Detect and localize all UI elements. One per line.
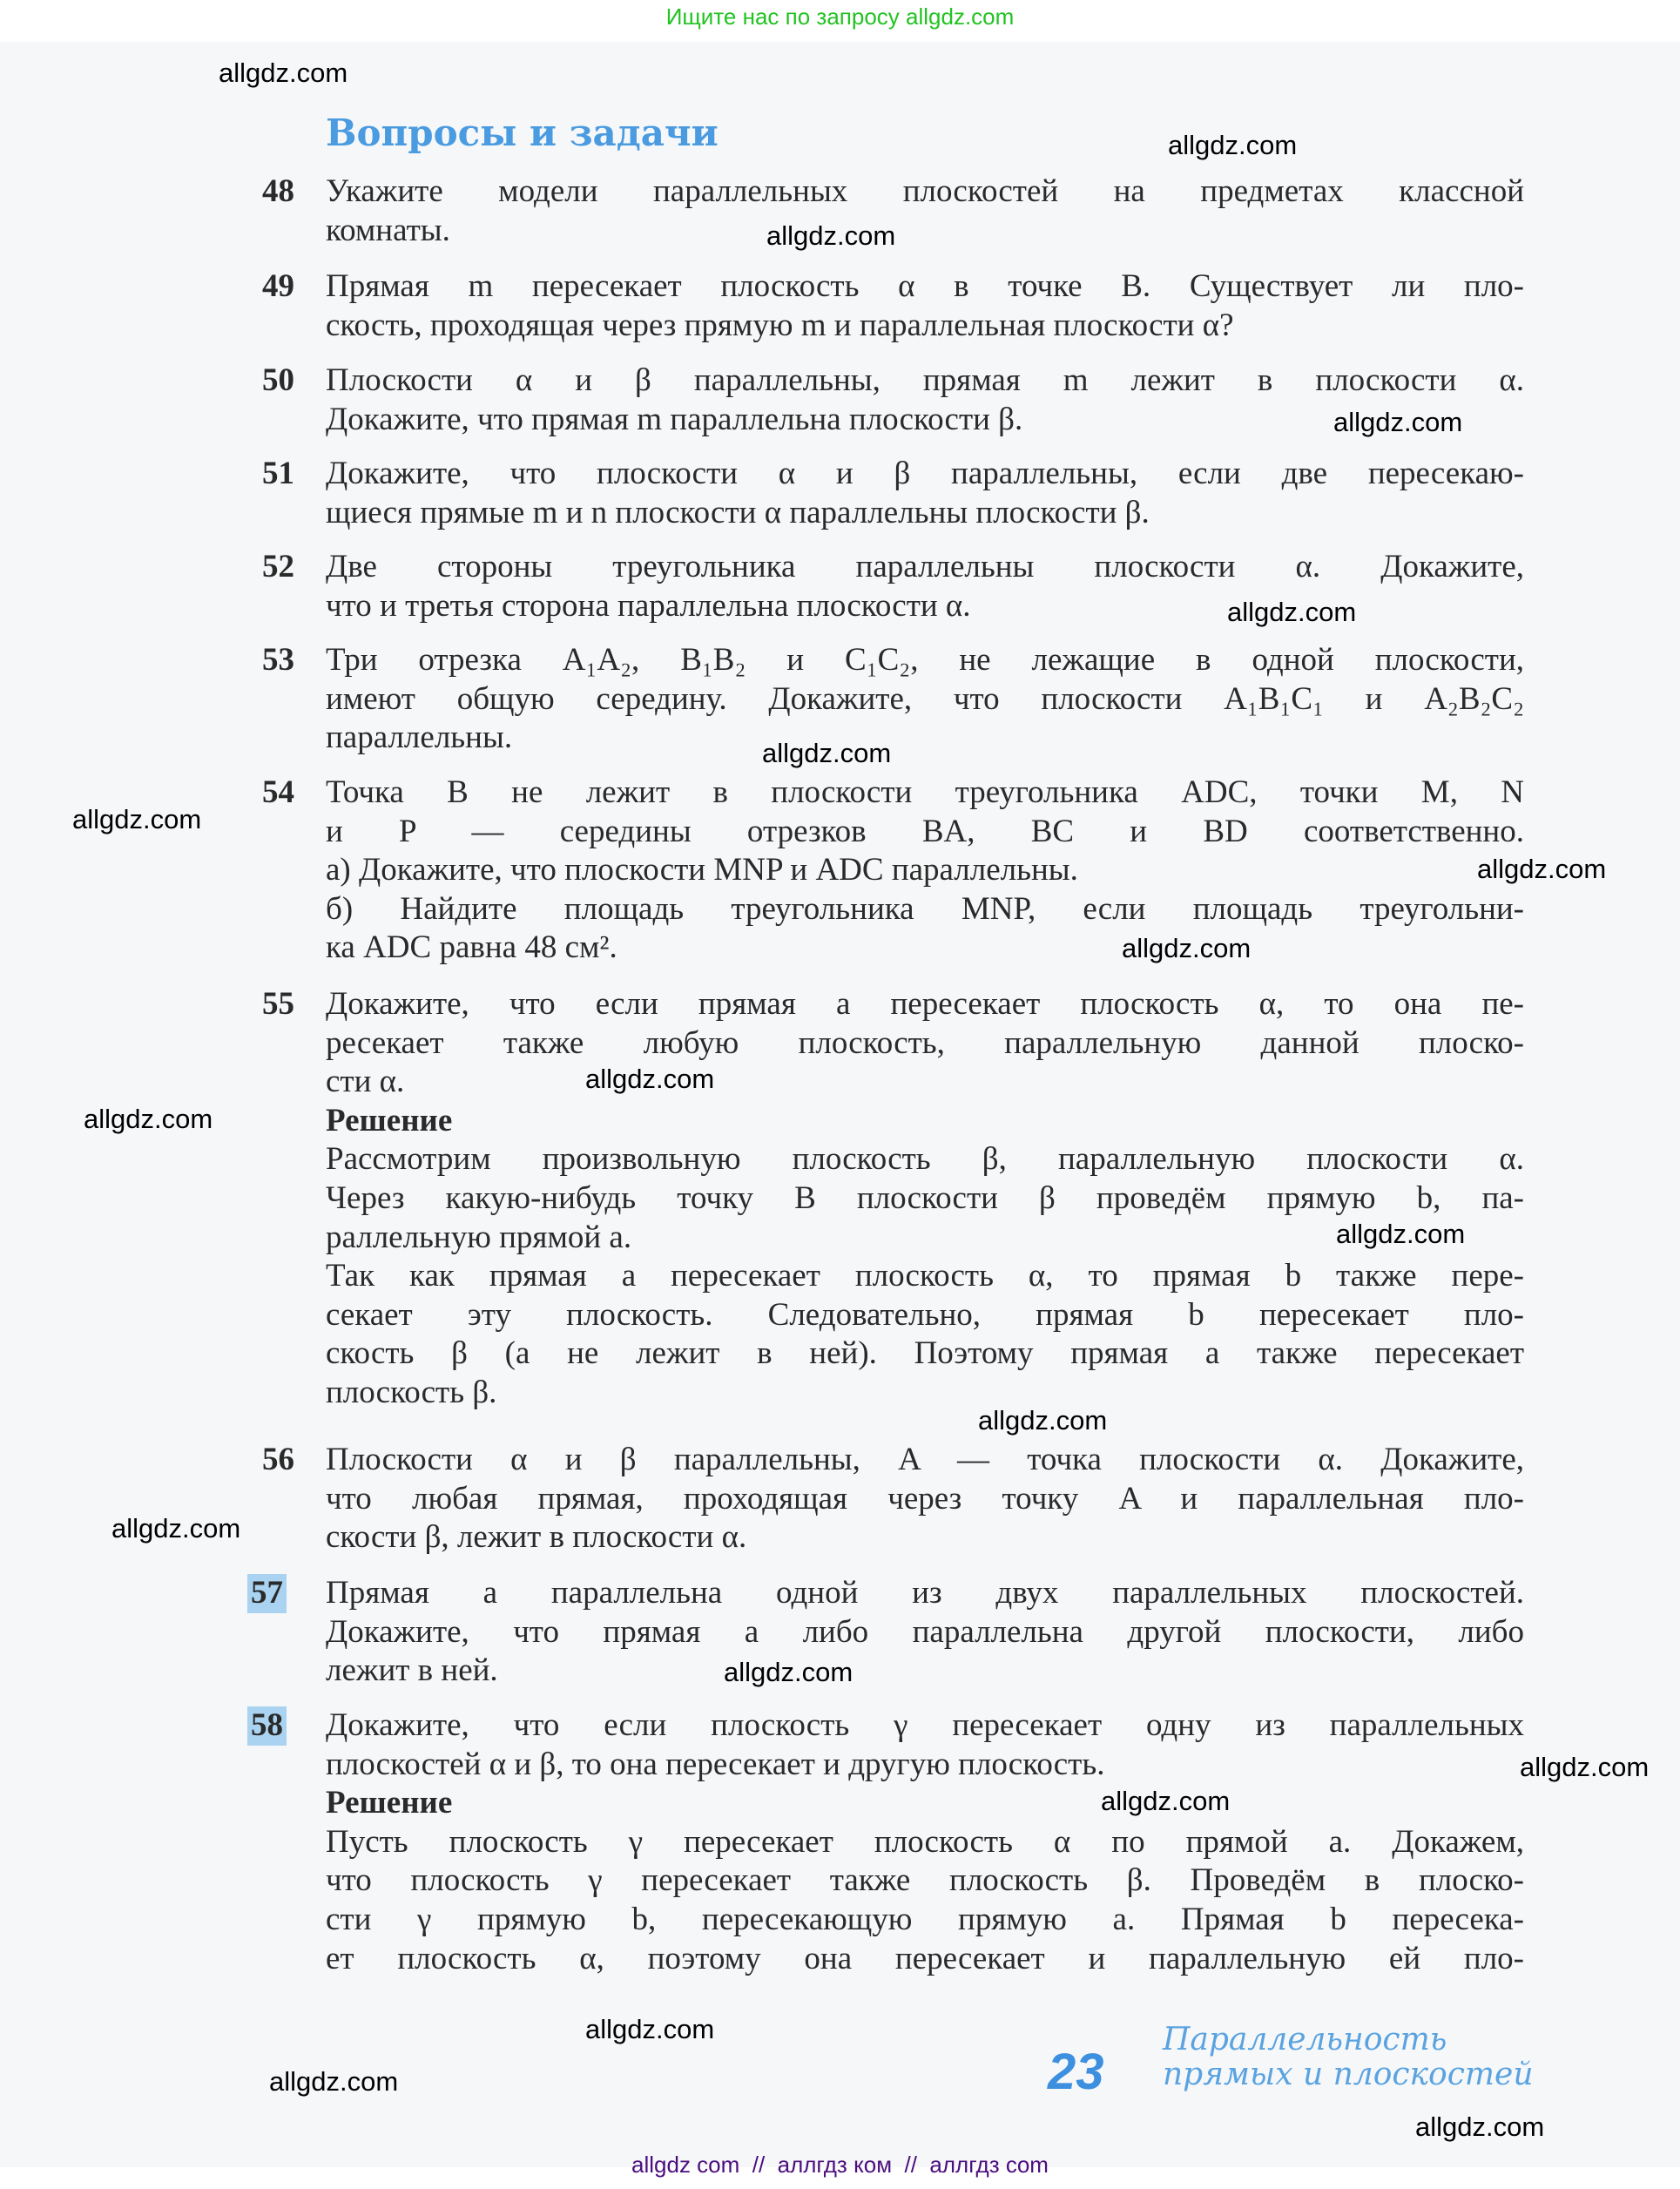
text-line: и P — середины отрезков BA, BC и BD соответственно. [326,813,1524,849]
text-line: что плоскость γ пересекает также плоскость β. Проведём в плоско- [326,1862,1524,1899]
text-line: комнаты. [326,212,450,248]
problem-number: 57 [247,1574,287,1613]
solution-label: Решение [326,1785,453,1821]
problem-number: 49 [262,268,294,304]
problem-number: 58 [247,1706,287,1746]
watermark: allgdz.com [1168,130,1298,160]
text-line: скости β, лежит в плоскости α. [326,1519,747,1556]
text-line: Докажите, что если прямая a пересекает плоскость α, то она пе- [326,986,1524,1022]
watermark: allgdz.com [724,1657,853,1687]
watermark: allgdz.com [1227,597,1357,627]
text-line: сти α. [326,1064,405,1100]
bottom-banner[interactable]: allgdz com // аллгдз ком // аллгдз com [631,2152,1049,2178]
text-line: Три отрезка A₁A₂, B₁B₂ и C₁C₂, не лежащие в одной плоскости, [326,642,1524,678]
problem-54 [244,774,1524,968]
problem-58 [244,1706,1524,1978]
problem-number: 48 [262,173,294,209]
watermark: allgdz.com [1477,854,1607,884]
text-line: Докажите, что плоскости α и β параллельны, если две пересекаю- [326,456,1524,491]
problem-55 [244,985,1524,1413]
text-line: плоскостей α и β, то она пересекает и другую плоскость. [326,1746,1105,1782]
watermark: allgdz.com [1333,407,1463,437]
chapter-title-line1: Параллельность [1163,2022,1447,2057]
text-line: Так как прямая a пересекает плоскость α, то прямая b также пере- [326,1258,1524,1294]
watermark: allgdz.com [762,738,892,768]
text-line: Плоскости α и β параллельны, A — точка плоскости α. Докажите, [326,1442,1524,1477]
watermark: allgdz.com [1336,1219,1466,1249]
text-line: а) Докажите, что плоскости MNP и ADC параллельны. [326,852,1078,888]
watermark: allgdz.com [1101,1786,1231,1816]
watermark: allgdz.com [978,1405,1108,1436]
text-line: что любая прямая, проходящая через точку A и параллельная пло- [326,1480,1524,1517]
watermark: allgdz.com [585,2014,715,2044]
text-line: раллельную прямой a. [326,1219,632,1255]
text-line: сти γ прямую b, пересекающую прямую a. Прямая b пересека- [326,1901,1524,1937]
text-line: Две стороны треугольника параллельны плоскости α. Докажите, [326,549,1524,584]
text-line: Докажите, что прямая a либо параллельна другой плоскости, либо [326,1613,1524,1650]
solution-label: Решение [326,1102,453,1138]
text-line: Рассмотрим произвольную плоскость β, параллельную плоскости α. [326,1141,1524,1178]
watermark: allgdz.com [72,804,202,834]
text-line: Прямая m пересекает плоскость α в точке B. Существует ли пло- [326,268,1524,304]
text-line: Докажите, что прямая m параллельна плоскости β. [326,401,1023,437]
text-line: ет плоскость α, поэтому она пересекает и параллельную ей пло- [326,1940,1524,1976]
chapter-title-line2: прямых и плоскостей [1163,2057,1534,2092]
text-line: скость β (а не лежит в ней). Поэтому прямая a также пересекает [326,1335,1524,1372]
watermark: allgdz.com [585,1064,715,1094]
problem-56 [244,1441,1524,1557]
problem-number: 54 [262,774,294,810]
problem-number: 51 [262,456,294,491]
text-line: ресекает также любую плоскость, параллельную данной плоско- [326,1024,1524,1061]
watermark: allgdz.com [1415,2111,1545,2142]
problem-number: 50 [262,362,294,398]
chapter-title [1163,2023,1534,2092]
top-banner[interactable]: Ищите нас по запросу allgdz.com [665,3,1015,30]
text-line: плоскость β. [326,1374,497,1410]
problem-number: 56 [262,1442,294,1477]
text-line: лежит в ней. [326,1652,498,1689]
watermark: allgdz.com [84,1104,213,1134]
section-heading: Вопросы и задачи [326,111,719,154]
text-line: ка ADC равна 48 см². [326,929,617,966]
text-line: имеют общую середину. Докажите, что плоскости A₁B₁C₁ и A₂B₂C₂ [326,680,1524,717]
watermark: allgdz.com [1520,1752,1650,1782]
text-line: Докажите, что если плоскость γ пересекает одну из параллельных [326,1707,1524,1743]
problem-51 [244,455,1524,532]
page-number: 23 [1048,2044,1104,2100]
problem-number: 55 [262,986,294,1022]
watermark: allgdz.com [1122,933,1252,963]
text-line: Через какую-нибудь точку B плоскости β проведём прямую b, па- [326,1179,1524,1216]
text-line: скость, проходящая через прямую m и параллельная плоскости α? [326,307,1234,343]
problem-number: 52 [262,549,294,584]
text-line: Прямая a параллельна одной из двух параллельных плоскостей. [326,1575,1524,1611]
text-line: что и третья сторона параллельна плоскости α. [326,587,971,624]
problem-number: 53 [262,642,294,678]
watermark: allgdz.com [269,2066,399,2097]
problem-49 [244,267,1524,345]
text-line: Точка B не лежит в плоскости треугольника ADC, точки M, N [326,774,1524,810]
watermark: allgdz.com [219,57,348,88]
text-line: секает эту плоскость. Следовательно, прямая b пересекает пло- [326,1296,1524,1333]
text-line: щиеся прямые m и n плоскости α параллельны плоскости β. [326,494,1150,530]
problem-50 [244,361,1524,439]
text-line: Плоскости α и β параллельны, прямая m лежит в плоскости α. [326,362,1524,398]
text-line: Укажите модели параллельных плоскостей на предметах классной [326,173,1524,209]
text-line: б) Найдите площадь треугольника MNP, если площадь треугольни- [326,890,1524,927]
text-line: Пусть плоскость γ пересекает плоскость α по прямой a. Докажем, [326,1823,1524,1860]
problem-57 [244,1574,1524,1691]
watermark: allgdz.com [111,1513,241,1544]
watermark: allgdz.com [766,220,896,251]
text-line: параллельны. [326,720,513,756]
